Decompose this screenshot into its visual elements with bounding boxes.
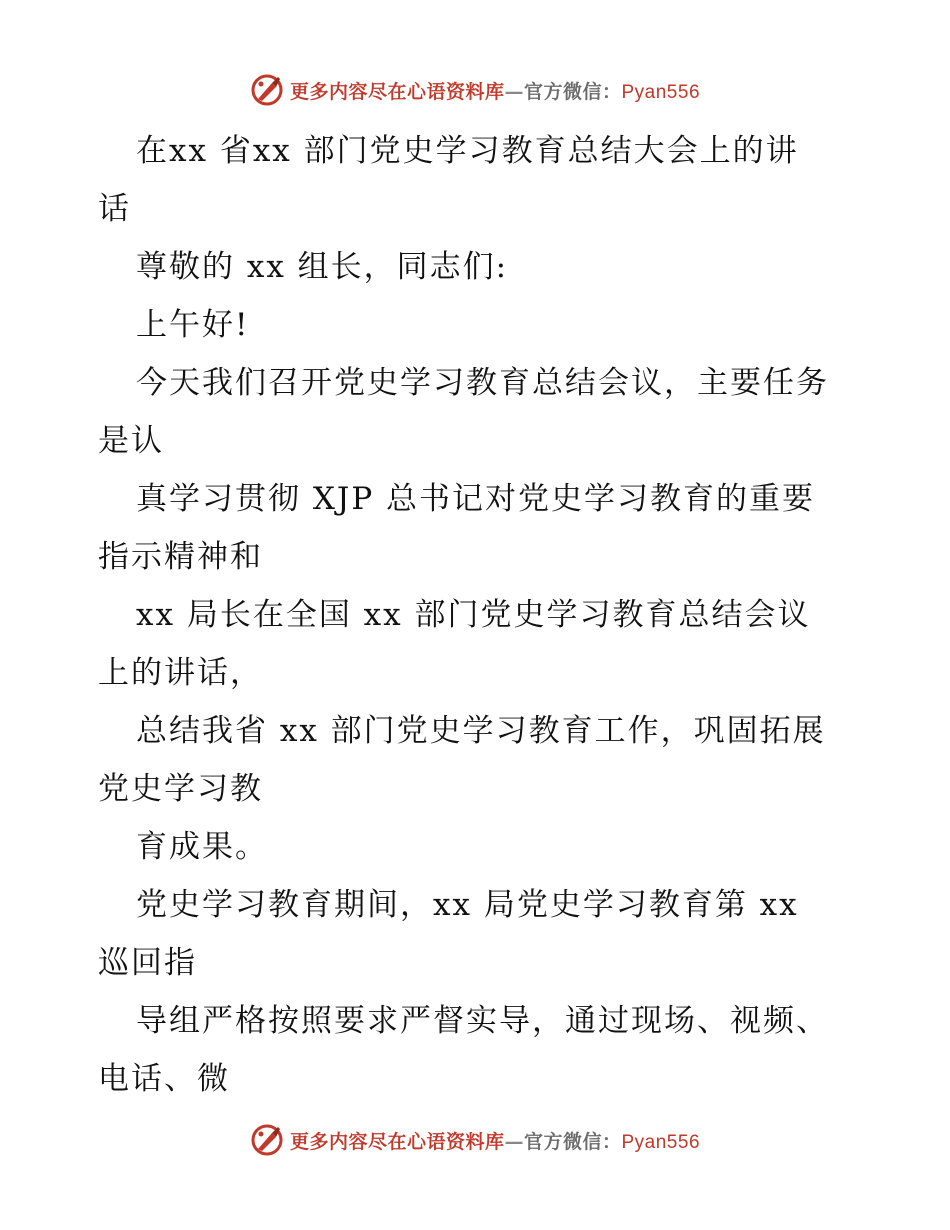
footer-banner-text	[290, 1127, 700, 1154]
paragraph-line: xx 局长在全国 xx 部门党史学习教育总结会议	[136, 597, 811, 633]
header-banner-main: 更多内容尽在心语资料库	[289, 80, 505, 103]
paragraph-line: 是认	[98, 423, 164, 459]
paragraph-line: 真学习贯彻 XJP 总书记对党史学习教育的重要	[136, 481, 816, 517]
paragraph-line: 导组严格按照要求严督实导，通过现场、视频、	[136, 1003, 829, 1039]
paragraph-line: 党史学习教育期间，xx 局党史学习教育第 xx	[136, 887, 799, 923]
header-banner-text	[290, 77, 700, 104]
paragraph-line: 巡回指	[98, 945, 197, 981]
greeting-line: 上午好!	[136, 307, 250, 343]
salutation-line: 尊敬的 xx 组长，同志们:	[136, 249, 509, 285]
document-title-line-2: 话	[98, 191, 131, 227]
header-banner-label: 官方微信：	[523, 80, 622, 103]
footer-banner	[0, 1118, 950, 1162]
quill-pen-logo-icon	[250, 73, 284, 107]
footer-banner-main: 更多内容尽在心语资料库	[289, 1130, 505, 1153]
footer-banner-label: 官方微信：	[523, 1130, 622, 1153]
header-banner-dash: —	[504, 80, 524, 103]
quill-pen-logo-icon	[250, 1123, 284, 1157]
paragraph-line: 党史学习教	[98, 771, 263, 807]
footer-banner-dash: —	[504, 1130, 524, 1153]
header-banner-wechat-id: Pyan556	[621, 81, 701, 103]
paragraph-line: 育成果。	[136, 829, 268, 865]
paragraph-line: 总结我省 xx 部门党史学习教育工作，巩固拓展	[136, 713, 826, 749]
footer-banner-wechat-id: Pyan556	[621, 1131, 701, 1153]
paragraph-line: 今天我们召开党史学习教育总结会议，主要任务	[136, 365, 829, 401]
document-title-line-1: 在xx 省xx 部门党史学习教育总结大会上的讲	[136, 133, 799, 169]
document-body	[98, 122, 878, 1108]
header-banner	[0, 68, 950, 112]
paragraph-line: 上的讲话，	[98, 655, 263, 691]
paragraph-line: 电话、微	[98, 1061, 230, 1097]
paragraph-line: 指示精神和	[98, 539, 263, 575]
